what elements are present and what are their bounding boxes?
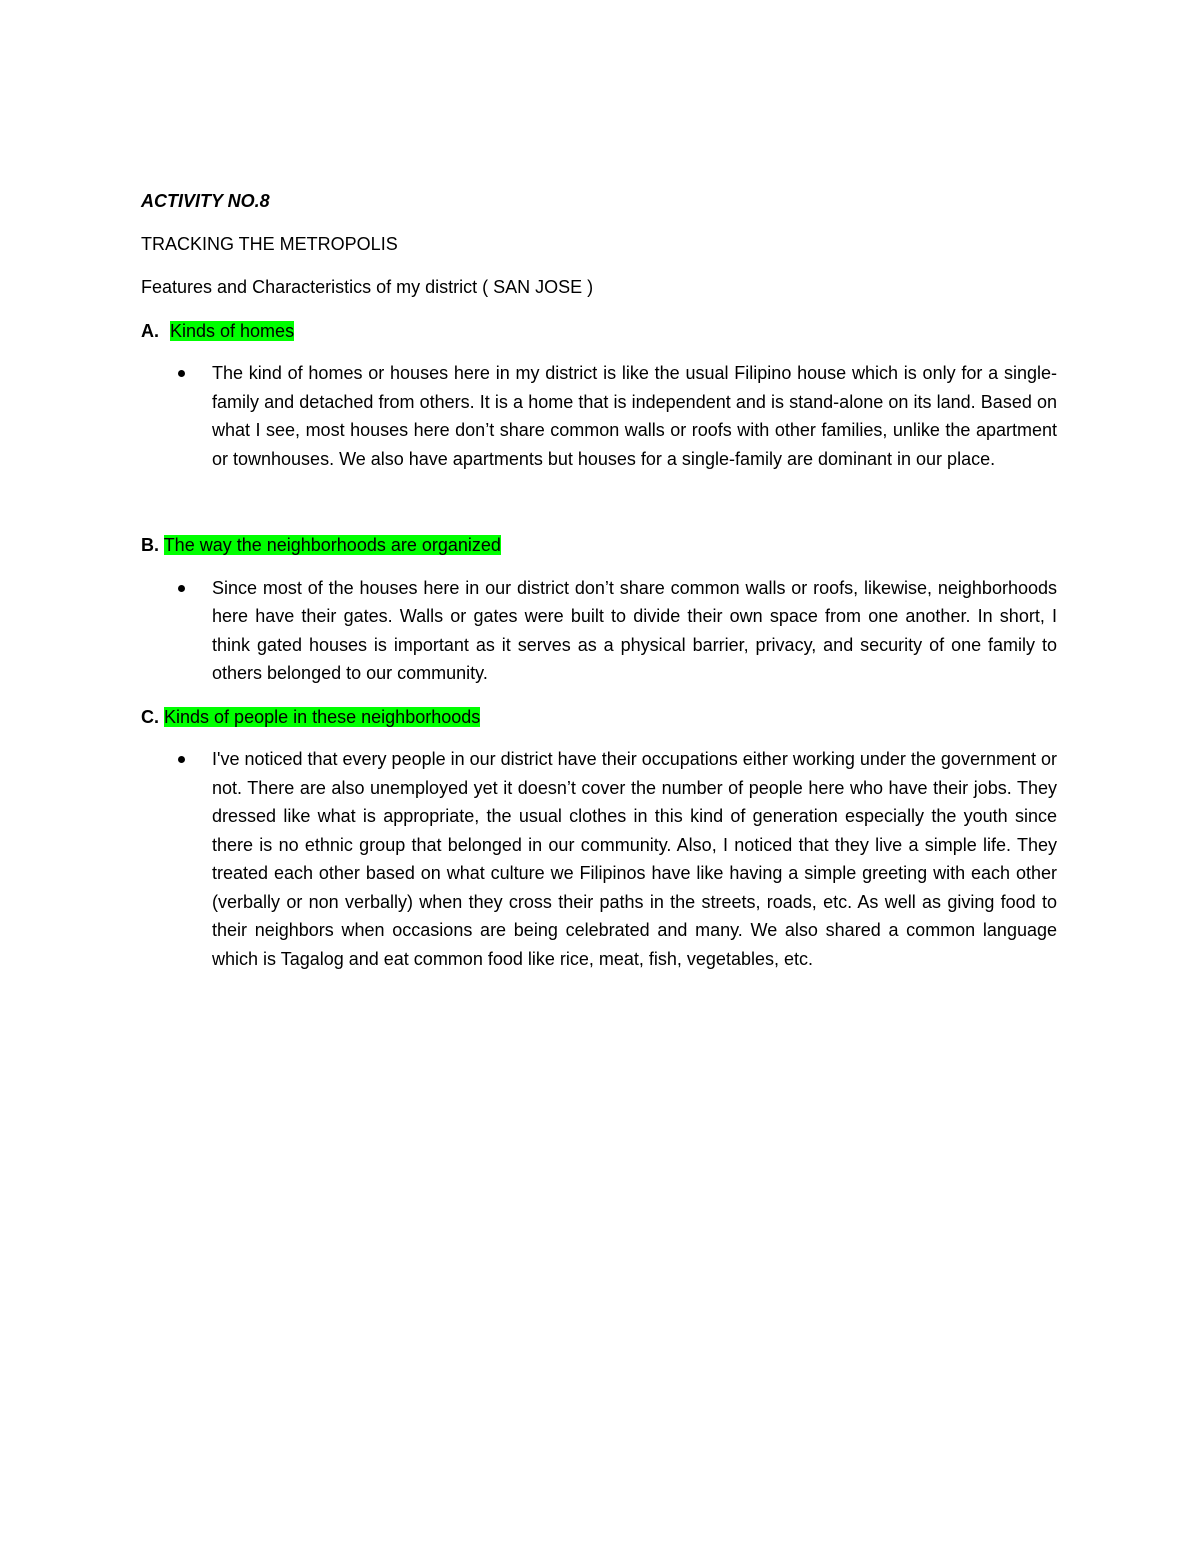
section-a-bullet-text: The kind of homes or houses here in my district is like the usual Filipino house which is only for a single-family and detached from others. It is a home that is independent and is stand-alone on its land. Based on what I see, most houses here don’t share common walls or roofs with other families, unlike the apartment or townhouses. We also have apartments but houses for a single-family are dominant in our place.: [212, 363, 1057, 469]
section-spacer: [141, 488, 1057, 531]
bullet-dot-icon: [178, 585, 185, 592]
document-body: [141, 187, 1057, 988]
section-a-bullet: [141, 359, 1057, 473]
section-a-heading: [141, 317, 1057, 346]
section-c-title: Kinds of people in these neighborhoods: [164, 706, 481, 727]
district-intro: Features and Characteristics of my district ( SAN JOSE ): [141, 277, 594, 297]
section-c-bullet: [141, 745, 1057, 973]
section-a-letter: A.: [141, 320, 159, 341]
section-c-letter: C.: [141, 706, 159, 727]
section-c-heading: [141, 703, 1057, 732]
activity-title: ACTIVITY NO.8: [141, 191, 270, 211]
section-a-title: Kinds of homes: [170, 320, 295, 341]
bullet-dot-icon: [178, 370, 185, 377]
section-b-letter: B.: [141, 535, 159, 555]
section-b-bullet-text: Since most of the houses here in our district don’t share common walls or roofs, likewise, neighborhoods here have their gates. Walls or gates were built to divide their own space from one another. In short, I think gated houses is important as it serves as a physical barrier, privacy, and security of one family to others belonged to our community.: [212, 577, 1057, 683]
bullet-dot-icon: [178, 756, 185, 763]
document-subtitle: TRACKING THE METROPOLIS: [141, 233, 398, 254]
section-b-bullet: [141, 574, 1057, 688]
section-c-bullet-text: I've noticed that every people in our district have their occupations either working under the government or not. There are also unemployed yet it doesn’t cover the number of people here who have their jobs. They dressed like what is appropriate, the usual clothes in this kind of generation especially the youth since there is no ethnic group that belonged in our community. Also, I noticed that they live a simple life. They treated each other based on what culture we Filipinos have like having a simple greeting with each other (verbally or non verbally) when they cross their paths in the streets, roads, etc. As well as giving food to their neighbors when occasions are being celebrated and many. We also shared a common language which is Tagalog and eat common food like rice, meat, fish, vegetables, etc.: [212, 749, 1057, 969]
section-b-title: The way the neighborhoods are organized: [163, 535, 501, 555]
section-b-heading: [141, 531, 1057, 560]
